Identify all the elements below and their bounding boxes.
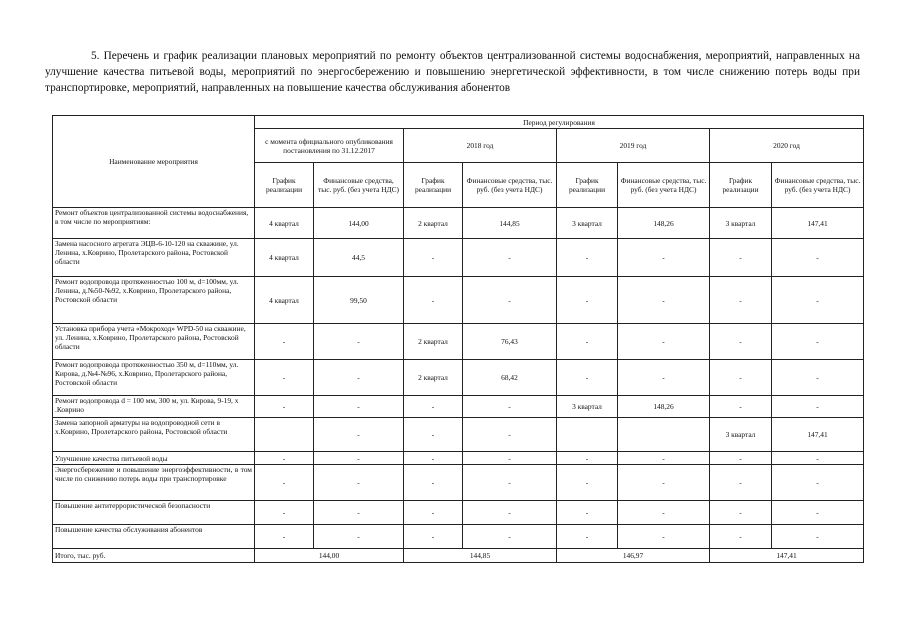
- table-cell: -: [404, 239, 463, 277]
- activity-name: Ремонт водопровода d = 100 мм, 300 м, ул. Кирова, 9-19, х .Коврино: [53, 396, 255, 418]
- table-cell: 4 квартал: [255, 239, 314, 277]
- activity-name: Замена запорной арматуры на водопроводной сети в х.Коврино, Пролетарского района, Ростовской области: [53, 418, 255, 452]
- table-cell: 144,85: [463, 208, 557, 239]
- table-cell: 3 квартал: [557, 396, 618, 418]
- total-value-2017: 144,00: [255, 549, 404, 563]
- table-cell: -: [463, 501, 557, 525]
- table-cell: 3 квартал: [710, 418, 772, 452]
- schedule-subheader: График реализации: [255, 163, 314, 208]
- table-cell: -: [710, 452, 772, 465]
- table-cell: -: [314, 452, 404, 465]
- activity-name: Повышение качества обслуживания абонентов: [53, 525, 255, 549]
- activity-name: Ремонт водопровода протяженностью 350 м, d=110мм, ул. Кирова, д.№4-№96, х.Коврино, Пролетарского района, Ростовской области: [53, 360, 255, 396]
- activity-name: Ремонт водопровода протяженностью 100 м, d=100мм, ул. Ленина, д.№50-№92, х.Коврино, Пролетарского района, Ростовской области: [53, 277, 255, 324]
- table-cell: -: [314, 360, 404, 396]
- finance-subheader: Финансовые средства, тыс. руб. (без учета НДС): [314, 163, 404, 208]
- table-cell: -: [314, 418, 404, 452]
- total-value-2018: 144,85: [404, 549, 557, 563]
- schedule-subheader: График реализации: [404, 163, 463, 208]
- table-cell: -: [618, 452, 710, 465]
- table-cell: -: [404, 396, 463, 418]
- table-cell: -: [772, 465, 864, 501]
- table-cell: -: [772, 452, 864, 465]
- total-row: [53, 549, 864, 563]
- table-cell: -: [463, 396, 557, 418]
- table-cell: 68,42: [463, 360, 557, 396]
- table-cell: -: [618, 465, 710, 501]
- table-cell: -: [710, 501, 772, 525]
- table-cell: -: [710, 396, 772, 418]
- table-cell: -: [463, 277, 557, 324]
- schedule-subheader: График реализации: [557, 163, 618, 208]
- table-cell: 99,50: [314, 277, 404, 324]
- table-cell: -: [255, 501, 314, 525]
- table-cell: -: [255, 396, 314, 418]
- table-cell: -: [404, 465, 463, 501]
- table-cell: -: [255, 525, 314, 549]
- table-cell: [557, 418, 618, 452]
- table-cell: -: [314, 525, 404, 549]
- table-cell: -: [710, 277, 772, 324]
- table-cell: -: [557, 277, 618, 324]
- activity-name: Улучшение качества питьевой воды: [53, 452, 255, 465]
- table-cell: -: [557, 525, 618, 549]
- table-cell: 2 квартал: [404, 360, 463, 396]
- table-cell: 3 квартал: [710, 208, 772, 239]
- table-row: [53, 525, 864, 549]
- table-cell: -: [314, 465, 404, 501]
- table-cell: 147,41: [772, 208, 864, 239]
- table-cell: -: [710, 525, 772, 549]
- table-cell: 148,26: [618, 208, 710, 239]
- table-cell: 44,5: [314, 239, 404, 277]
- table-row: [53, 396, 864, 418]
- table-cell: -: [618, 501, 710, 525]
- table-cell: 4 квартал: [255, 277, 314, 324]
- table-cell: -: [404, 452, 463, 465]
- activity-name: Установка прибора учета «Мокроход» WPD-50 на скважине, ул. Ленина, х.Коврино, Пролетарского района, Ростовской области: [53, 324, 255, 360]
- table-cell: -: [404, 277, 463, 324]
- period-header: Период регулирования: [255, 116, 864, 129]
- schedule-subheader: График реализации: [710, 163, 772, 208]
- table-row: [53, 418, 864, 452]
- table-cell: -: [404, 501, 463, 525]
- activities-table: [52, 115, 864, 563]
- table-cell: 147,41: [772, 418, 864, 452]
- table-cell: -: [404, 418, 463, 452]
- table-cell: -: [772, 396, 864, 418]
- table-cell: -: [255, 452, 314, 465]
- table-cell: 144,00: [314, 208, 404, 239]
- table-row: [53, 501, 864, 525]
- table-cell: -: [255, 465, 314, 501]
- table-cell: -: [618, 324, 710, 360]
- table-cell: -: [710, 360, 772, 396]
- table-cell: -: [772, 239, 864, 277]
- table-cell: -: [557, 324, 618, 360]
- table-cell: -: [463, 418, 557, 452]
- table-cell: 148,26: [618, 396, 710, 418]
- table-cell: 2 квартал: [404, 324, 463, 360]
- table-row: [53, 208, 864, 239]
- table-cell: -: [314, 501, 404, 525]
- activity-name: Энергосбережение и повышение энергоэффективности, в том числе по снижению потерь воды при транспортировке: [53, 465, 255, 501]
- finance-subheader: Финансовые средства, тыс. руб. (без учета НДС): [772, 163, 864, 208]
- table-cell: -: [710, 465, 772, 501]
- activity-name: Замена насосного агрегата ЭЦВ-6-10-120 на скважине, ул. Ленина, х.Коврино, Пролетарского района, Ростовской области: [53, 239, 255, 277]
- table-cell: -: [557, 452, 618, 465]
- table-cell: -: [710, 324, 772, 360]
- table-cell: -: [255, 360, 314, 396]
- table-cell: -: [772, 277, 864, 324]
- period-header-2019: 2019 год: [557, 129, 710, 163]
- period-header-2018: 2018 год: [404, 129, 557, 163]
- activity-name: Ремонт объектов централизованной системы водоснабжения, в том числе по мероприятиям:: [53, 208, 255, 239]
- table-cell: -: [557, 465, 618, 501]
- finance-subheader: Финансовые средства, тыс. руб. (без учета НДС): [463, 163, 557, 208]
- table-cell: -: [618, 277, 710, 324]
- table-cell: -: [618, 239, 710, 277]
- table-cell: -: [404, 525, 463, 549]
- activities-body: [53, 208, 864, 563]
- table-cell: -: [314, 396, 404, 418]
- table-cell: 3 квартал: [557, 208, 618, 239]
- table-cell: 2 квартал: [404, 208, 463, 239]
- table-cell: -: [463, 452, 557, 465]
- table-cell: -: [618, 360, 710, 396]
- total-value-2019: 146,97: [557, 549, 710, 563]
- table-cell: -: [557, 501, 618, 525]
- table-cell: 4 квартал: [255, 208, 314, 239]
- table-row: [53, 324, 864, 360]
- table-cell: [618, 418, 710, 452]
- period-header-2020: 2020 год: [710, 129, 864, 163]
- table-cell: -: [772, 525, 864, 549]
- table-cell: -: [255, 324, 314, 360]
- section-heading: 5. Перечень и график реализации плановых мероприятий по ремонту объектов централизованной системы водоснабжения, мероприятий, направленных на улучшение качества питьевой воды, мероприятий по энергосбережению и повышению энергетической эффективности, в том числе снижению потерь воды при транспортировке, мероприятий, направленных на повышение качества обслуживания абонентов: [45, 50, 860, 94]
- activity-name: Повышение антитеррористической безопасности: [53, 501, 255, 525]
- total-value-2020: 147,41: [710, 549, 864, 563]
- table-row: [53, 239, 864, 277]
- table-cell: -: [463, 465, 557, 501]
- table-cell: -: [463, 525, 557, 549]
- table-cell: -: [772, 324, 864, 360]
- table-cell: -: [710, 239, 772, 277]
- table-cell: -: [618, 525, 710, 549]
- table-cell: -: [772, 360, 864, 396]
- table-cell: -: [557, 239, 618, 277]
- table-cell: -: [314, 324, 404, 360]
- table-row: [53, 465, 864, 501]
- table-row: [53, 452, 864, 465]
- table-cell: [255, 418, 314, 452]
- table-row: [53, 277, 864, 324]
- table-cell: 76,43: [463, 324, 557, 360]
- table-cell: -: [463, 239, 557, 277]
- table-cell: -: [772, 501, 864, 525]
- table-cell: -: [557, 360, 618, 396]
- total-label: Итого, тыс. руб.: [53, 549, 255, 563]
- finance-subheader: Финансовые средства, тыс. руб. (без учета НДС): [618, 163, 710, 208]
- period-header-2017: с момента официального опубликования постановления по 31.12.2017: [255, 129, 404, 163]
- table-row: [53, 360, 864, 396]
- name-column-header: Наименование мероприятия: [53, 116, 255, 208]
